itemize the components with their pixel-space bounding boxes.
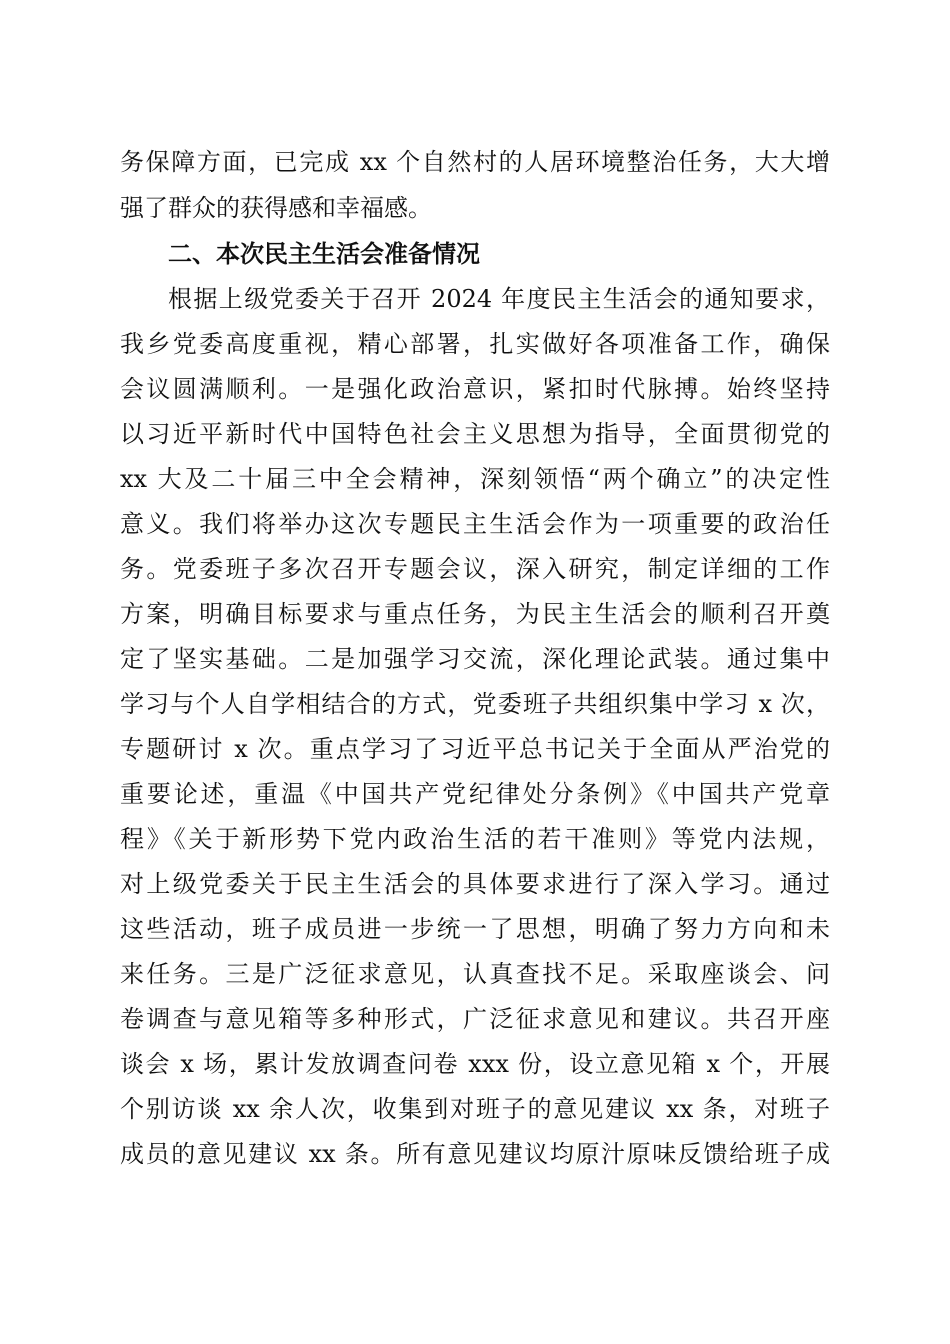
paragraph-line: 对上级党委关于民主生活会的具体要求进行了深入学习。通过 [120,870,830,898]
paragraph-line: 根据上级党委关于召开 2024 年度民主生活会的通知要求， [168,285,830,313]
paragraph-line: 谈会 x 场，累计发放调查问卷 xxx 份，设立意见箱 x 个，开展 [120,1050,830,1078]
paragraph-line: 程》《关于新形势下党内政治生活的若干准则》等党内法规， [120,825,830,853]
paragraph-line: 定了坚实基础。二是加强学习交流，深化理论武装。通过集中 [120,645,830,673]
paragraph-line: 专题研讨 x 次。重点学习了习近平总书记关于全面从严治党的 [120,735,830,763]
paragraph-line: 意义。我们将举办这次专题民主生活会作为一项重要的政治任 [120,510,830,538]
paragraph-line: 重要论述，重温《中国共产党纪律处分条例》《中国共产党章 [120,780,830,808]
paragraph-line: 学习与个人自学相结合的方式，党委班子共组织集中学习 x 次， [120,690,830,718]
paragraph-line: xx 大及二十届三中全会精神，深刻领悟“两个确立”的决定性 [120,465,830,493]
paragraph-line: 个别访谈 xx 余人次，收集到对班子的意见建议 xx 条，对班子 [120,1095,830,1123]
paragraph-line: 来任务。三是广泛征求意见，认真查找不足。采取座谈会、问 [120,960,830,988]
section-heading: 二、本次民主生活会准备情况 [168,240,480,268]
paragraph-line: 以习近平新时代中国特色社会主义思想为指导，全面贯彻党的 [120,420,830,448]
paragraph-line: 强了群众的获得感和幸福感。 [120,194,432,222]
paragraph-line: 成员的意见建议 xx 条。所有意见建议均原汁原味反馈给班子成 [120,1140,830,1168]
paragraph-line: 方案，明确目标要求与重点任务，为民主生活会的顺利召开奠 [120,600,830,628]
paragraph-line: 卷调查与意见箱等多种形式，广泛征求意见和建议。共召开座 [120,1005,830,1033]
paragraph-line: 这些活动，班子成员进一步统一了思想，明确了努力方向和未 [120,915,830,943]
paragraph-line: 我乡党委高度重视，精心部署，扎实做好各项准备工作，确保 [120,330,830,358]
paragraph-line: 务保障方面，已完成 xx 个自然村的人居环境整治任务，大大增 [120,148,830,176]
paragraph-line: 务。党委班子多次召开专题会议，深入研究，制定详细的工作 [120,555,830,583]
paragraph-line: 会议圆满顺利。一是强化政治意识，紧扣时代脉搏。始终坚持 [120,375,830,403]
